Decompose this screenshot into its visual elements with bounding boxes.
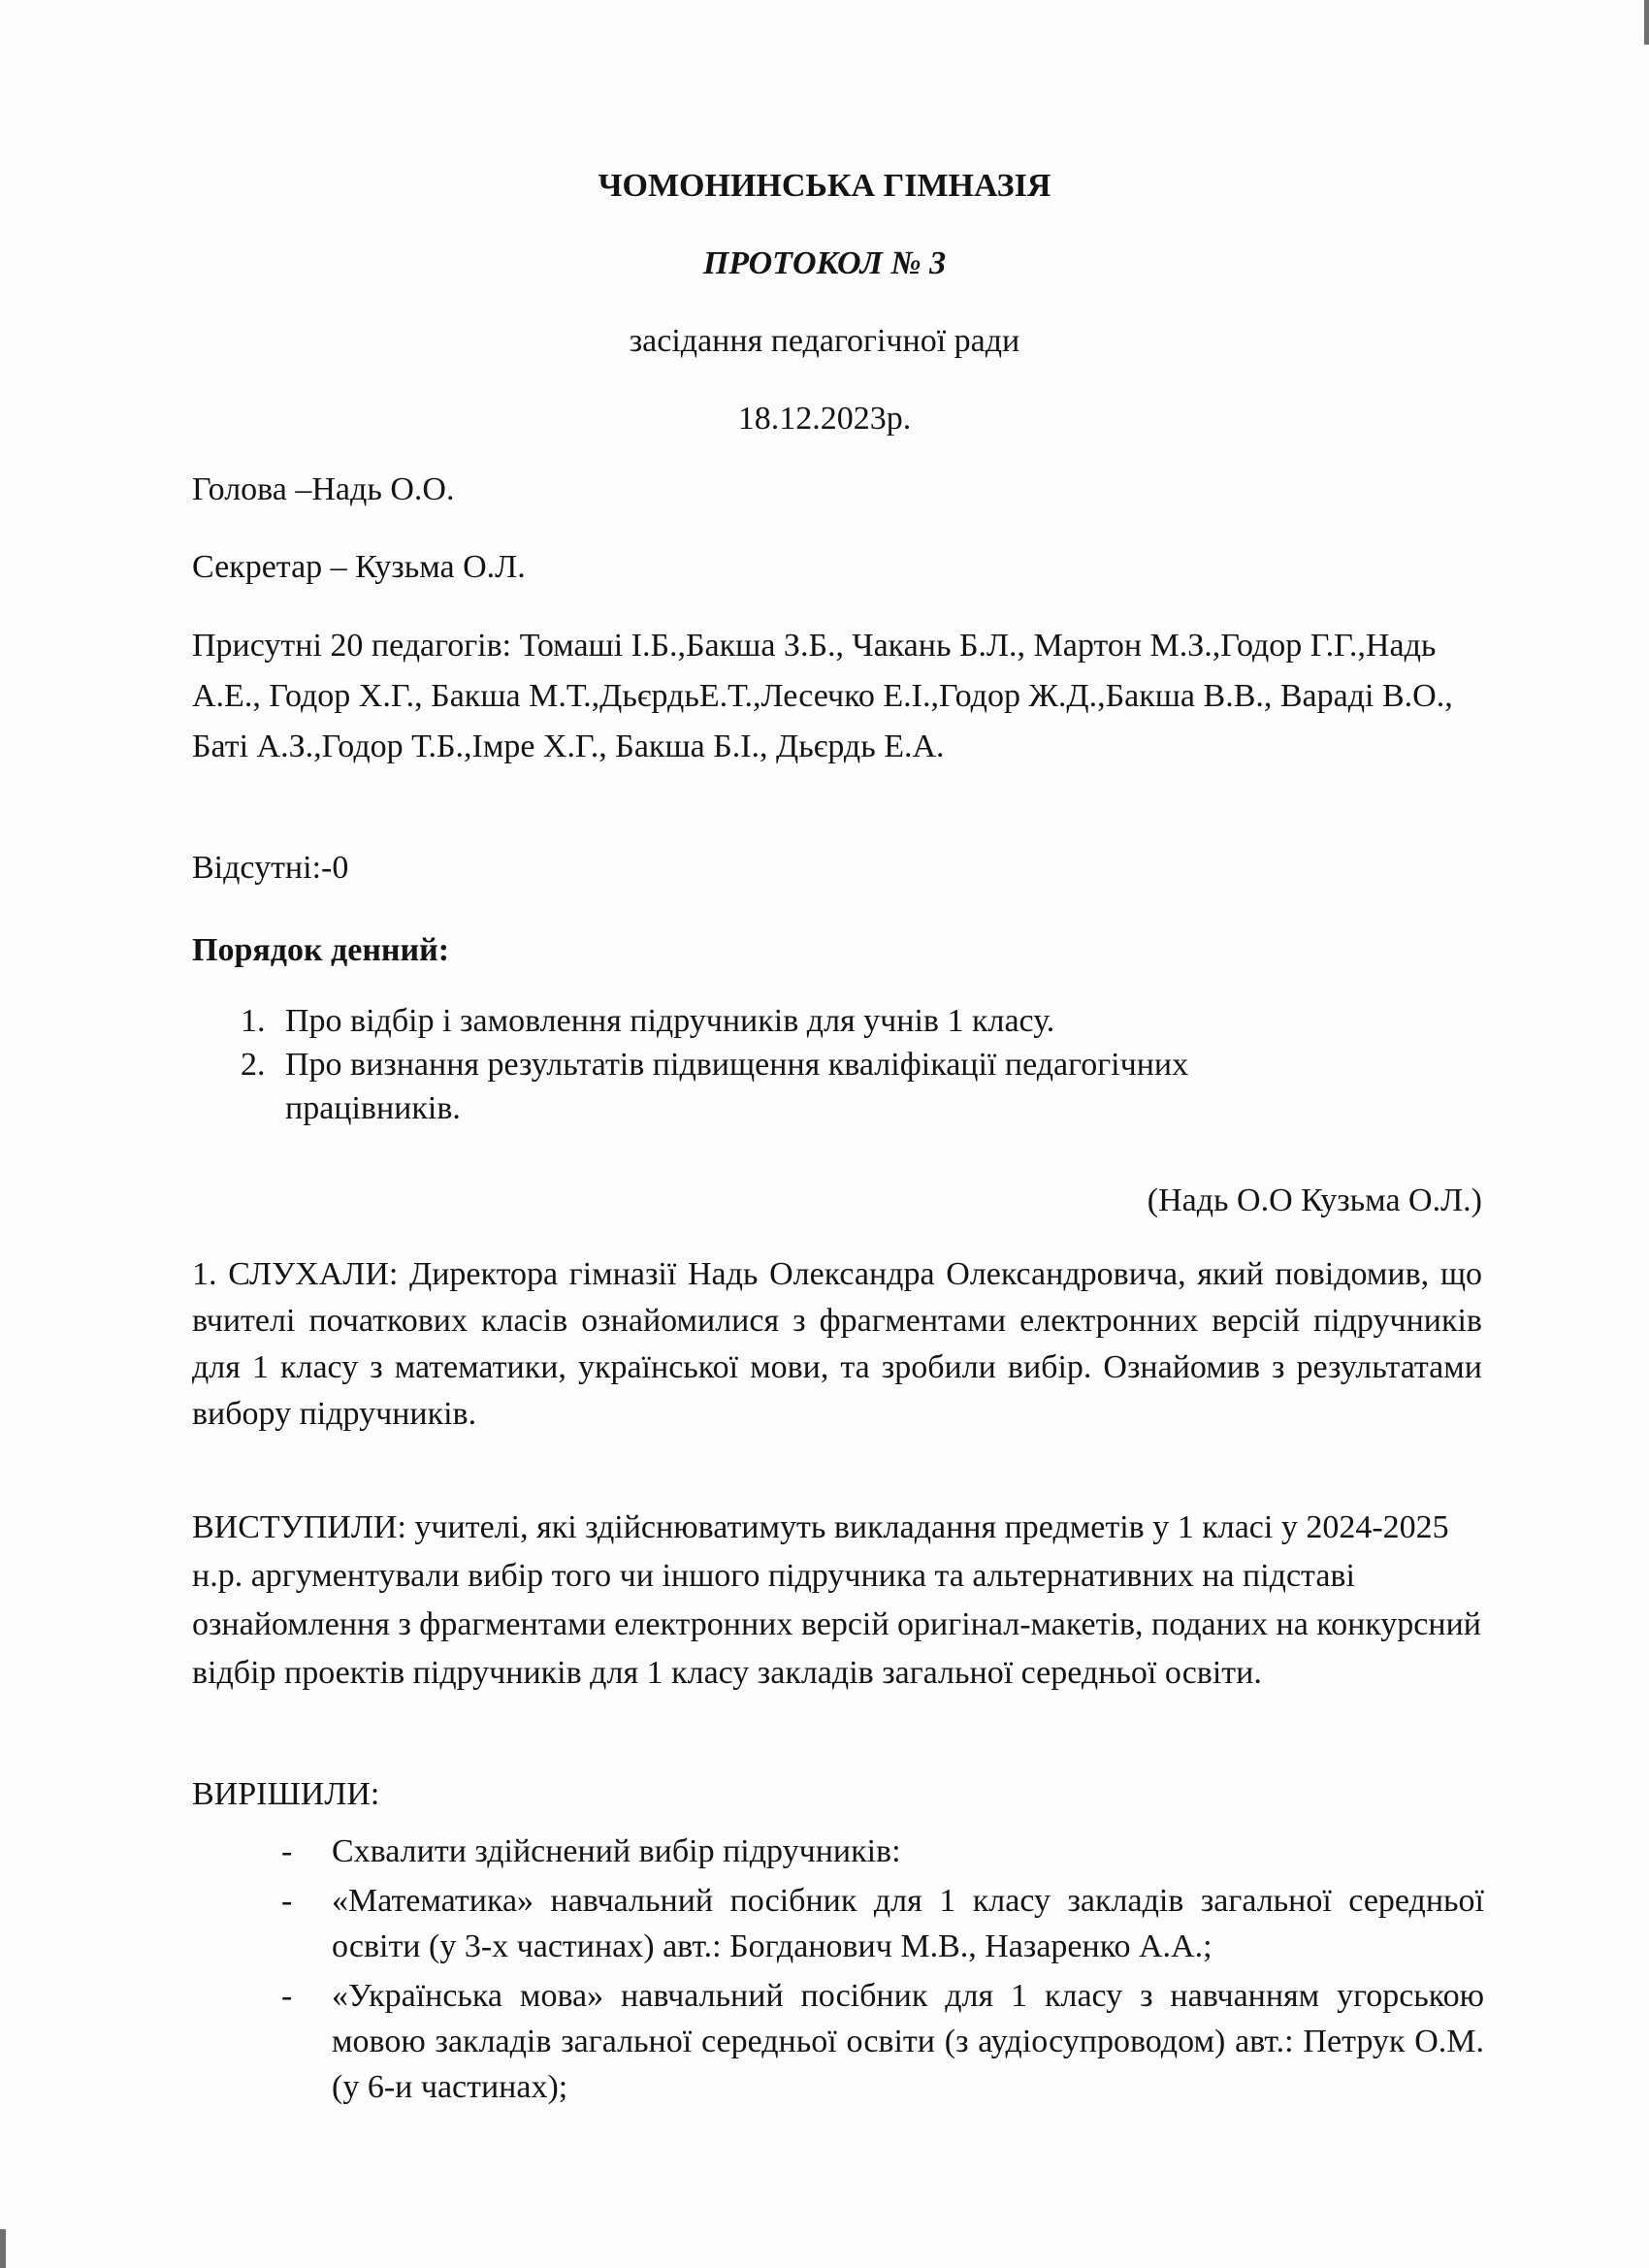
agenda-title: Порядок денний:: [192, 932, 450, 968]
agenda-item: [241, 1043, 1356, 1130]
meeting-type: засідання педагогічної ради: [629, 323, 1020, 359]
decision-text: «Українська мова» навчальний посібник для 1 класу з навчанням угорською мовою закладів загальної середньої освіти (з аудіосупроводом) авт.: Петрук О.М.(у 6-и частинах);: [332, 1978, 1484, 2105]
decisions-list: [281, 1829, 1484, 2114]
decision-item: [281, 1973, 1484, 2110]
heard-paragraph: 1. СЛУХАЛИ: Директора гімназії Надь Олександра Олександровича, який повідомив, що вчителі початкових класів ознайомилися з фрагментами електронних версій підручників для 1 класу з математики, української мови, та зробили вибір. Ознайомив з результатами вибору підручників.: [192, 1256, 1482, 1432]
agenda-speakers: (Надь О.О Кузьма О.Л.): [1147, 1183, 1482, 1218]
decision-dash: -: [281, 1883, 293, 1919]
secretary-line: Секретар – Кузьма О.Л.: [192, 549, 526, 585]
spoke-paragraph: ВИСТУПИЛИ: учителі, які здійснюватимуть викладання предметів у 1 класі у 2024-2025 н.р. аргументували вибір того чи іншого підручника та альтернативних на підставі ознайомлення з фрагментами електронних версій оригінал-макетів, поданих на конкурсний відбір проектів підручників для 1 класу закладів загальної середньої освіти.: [192, 1509, 1481, 1691]
decision-item: [281, 1829, 1484, 1874]
agenda-item-text: Про відбір і замовлення підручників для учнів 1 класу.: [285, 1003, 1055, 1039]
scan-edge-mark: [0, 2229, 6, 2268]
agenda-item-number: 1.: [241, 1003, 266, 1039]
agenda-item-number: 2.: [241, 1047, 266, 1083]
decision-dash: -: [281, 1833, 293, 1869]
decision-dash: -: [281, 1978, 293, 2014]
absent-line: Відсутні:-0: [192, 850, 349, 886]
school-name: ЧОМОНИНСЬКА ГІМНАЗІЯ: [598, 168, 1051, 204]
protocol-title: ПРОТОКОЛ № 3: [702, 245, 947, 281]
decision-text: «Математика» навчальний посібник для 1 класу закладів загальної середньої освіти (у 3-х частинах) авт.: Богданович М.В., Назаренко А.А.;: [332, 1883, 1484, 1964]
chair-line: Голова –Надь О.О.: [192, 471, 455, 507]
agenda-item: [241, 999, 1356, 1043]
agenda-item-text: Про визнання результатів підвищення кваліфікації педагогічних працівників.: [285, 1047, 1189, 1126]
agenda-list: [241, 999, 1356, 1130]
decided-label: ВИРІШИЛИ:: [192, 1776, 380, 1812]
present-list: Присутні 20 педагогів: Томаші І.Б.,Бакша З.Б., Чакань Б.Л., Мартон М.З.,Годор Г.Г.,Надь А.Е., Годор Х.Г., Бакша М.Т.,ДьєрдьЕ.Т.,Лесечко Е.І.,Годор Ж.Д.,Бакша В.В., Вараді В.О., Баті А.З.,Годор Т.Б.,Імре Х.Г., Бакша Б.І., Дьєрдь Е.А.: [192, 628, 1453, 764]
scan-edge-mark: [1644, 0, 1649, 45]
decision-item: [281, 1878, 1484, 1969]
decision-text: Схвалити здійснений вибір підручників:: [332, 1833, 901, 1869]
meeting-date: 18.12.2023р.: [737, 401, 912, 437]
